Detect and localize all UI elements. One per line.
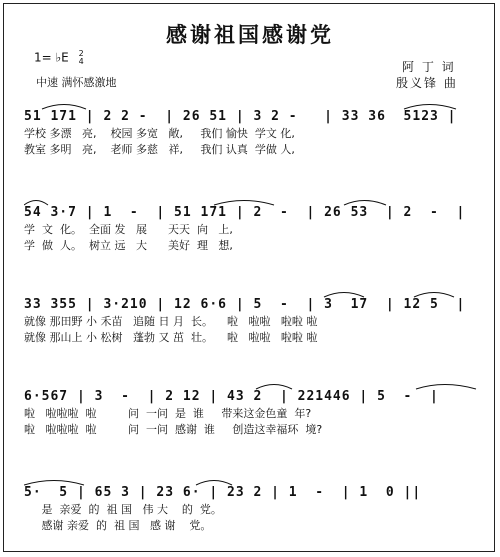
composer-credit: 殷义锋 曲	[396, 76, 458, 90]
notation-line: 33 355 | 3·210 | 12 6·6 | 5 - | 3 17 | 12 5 |	[24, 297, 466, 312]
notation-line: 54 3·7 | 1 - | 51 171 | 2 - | 26 53 | 2 - |	[24, 205, 466, 220]
score-system-2	[24, 204, 480, 254]
meter-bottom: 4	[78, 57, 84, 66]
notation-line: 51 171 | 2 2 - | 26 51 | 3 2 - | 33 36 5123 |	[24, 109, 457, 124]
lyric-verse-2: 教室 多明 亮, 老师 多慈 祥, 我们 认真 学做 人,	[24, 143, 295, 156]
lyric-verse-1: 啦 啦啦啦 啦 问 一问 是 谁 带来这金色童 年?	[24, 407, 312, 420]
lyric-verse-2: 感谢 亲爱 的 祖 国 感 谢 党。	[24, 519, 212, 532]
time-signature	[79, 50, 84, 66]
slur-marks	[24, 476, 480, 486]
score-frame	[3, 3, 495, 552]
slur-marks	[24, 196, 480, 206]
slur-marks	[24, 380, 480, 390]
score-system-5	[24, 484, 480, 534]
slur-marks	[24, 288, 480, 298]
notation-line: 6·567 | 3 - | 2 12 | 43 2 | 221446 | 5 - |	[24, 389, 439, 404]
lyricist-credit: 阿 丁 词	[402, 60, 456, 74]
key-signature	[34, 50, 84, 66]
notation-line: 5· 5 | 65 3 | 23 6· | 23 2 | 1 - | 1 0 ||	[24, 485, 422, 500]
key-label: 1= ♭E	[34, 50, 69, 65]
lyric-verse-1: 学 文 化。 全面 发 展 天天 向 上,	[24, 223, 233, 236]
lyric-verse-2: 就像 那山上 小 松树 蓬勃 又 茁 壮。 啦 啦啦 啦啦 啦	[24, 331, 318, 344]
score-system-1	[24, 108, 480, 158]
song-title: 感谢祖国感谢党	[166, 22, 334, 47]
score-system-3	[24, 296, 480, 346]
score-system-4	[24, 388, 480, 438]
meter-top: 2	[78, 49, 84, 58]
lyric-verse-2: 啦 啦啦啦 啦 问 一问 感谢 谁 创造这幸福环 境?	[24, 423, 323, 436]
lyric-verse-1: 是 亲爱 的 祖 国 伟 大 的 党。	[24, 503, 222, 516]
lyric-verse-2: 学 做 人。 树立 远 大 美好 理 想,	[24, 239, 233, 252]
lyric-verse-1: 就像 那田野 小 禾苗 追随 日 月 长。 啦 啦啦 啦啦 啦	[24, 315, 318, 328]
slur-marks	[24, 100, 480, 110]
tempo-marking: 中速 满怀感激地	[36, 76, 117, 89]
lyric-verse-1: 学校 多漂 亮, 校园 多宽 敞, 我们 愉快 学文 化,	[24, 127, 295, 140]
